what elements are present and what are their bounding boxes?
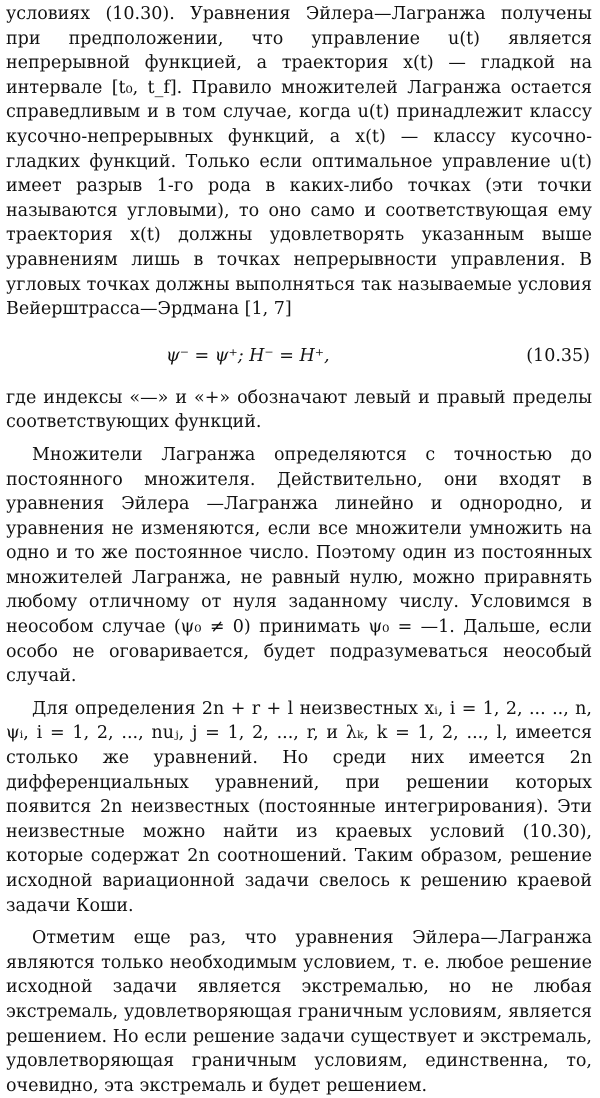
equation-expression: ψ⁻ = ψ⁺; H⁻ = H⁺, bbox=[166, 345, 330, 366]
equation-number: (10.35) bbox=[526, 345, 590, 366]
paragraph-5: Отметим еще раз, что уравнения Эйлера—Лагранжа являются только необходимым условием, т. е. любое решение исходной задачи является экстремалью, но не любая экстремаль, удовлетворяющая граничным условиям, является решением. Но если решение задачи существует и экстремаль, удовлетворяющая граничным условиям, единственна, то, очевидно, эта экстремаль и будет решением. bbox=[6, 928, 592, 1096]
paragraph-3: Множители Лагранжа определяются с точностью до постоянного множителя. Действительно, они входят в уравнения Эйлера —Лагранжа линейно и однородно, и уравнения не изменяются, если все множители умножить на одно и то же постоянное число. Поэтому один из постоянных множителей Лагранжа, не равный нулю, можно приравнять любому отличному от нуля заданному числу. Условимся в неособом случае (ψ₀ ≠ 0) принимать ψ₀ = —1. Дальше, если особо не оговаривается, будет подразумеваться неособый случай. bbox=[6, 444, 592, 687]
equation-10-35 bbox=[6, 336, 592, 376]
paragraph-1: условиях (10.30). Уравнения Эйлера—Лагранжа получены при предположении, что управление u(t) является непрерывной функцией, а траектория x(t) — гладкой на интервале [t₀, t_f]. Правило множителей Лагранжа остается справедливым и в том случае, когда u(t) принадлежит классу кусочно-непрерывных функций, а x(t) — классу кусочно-гладких функций. Только если оптимальное управление u(t) имеет разрыв 1-го рода в каких-либо точках (эти точки называются угловыми), то оно само и соответствующая ему траектория x(t) должны удовлетворять указанным выше уравнениям лишь в точках непрерывности управления. В угловых точках должны выполняться так называемые условия Вейерштрасса—Эрдмана [1, 7] bbox=[6, 4, 592, 320]
paragraph-4: Для определения 2n + r + l неизвестных xᵢ, i = 1, 2, ... .., n, ψᵢ, i = 1, 2, ..., nuⱼ, j = 1, 2, ..., r, и λₖ, k = 1, 2, ..., l, имеется столько же уравнений. Но среди них имеется 2n дифференциальных уравнений, при решении которых появится 2n неизвестных (постоянные интегрирования). Эти неизвестные можно найти из краевых условий (10.30), которые содержат 2n соотношений. Таким образом, решение исходной вариационной задачи свелось к решению краевой задачи Коши. bbox=[6, 698, 592, 916]
paragraph-2: где индексы «—» и «+» обозначают левый и правый пределы соответствующих функций. bbox=[6, 387, 592, 433]
page-text bbox=[6, 2, 592, 1098]
